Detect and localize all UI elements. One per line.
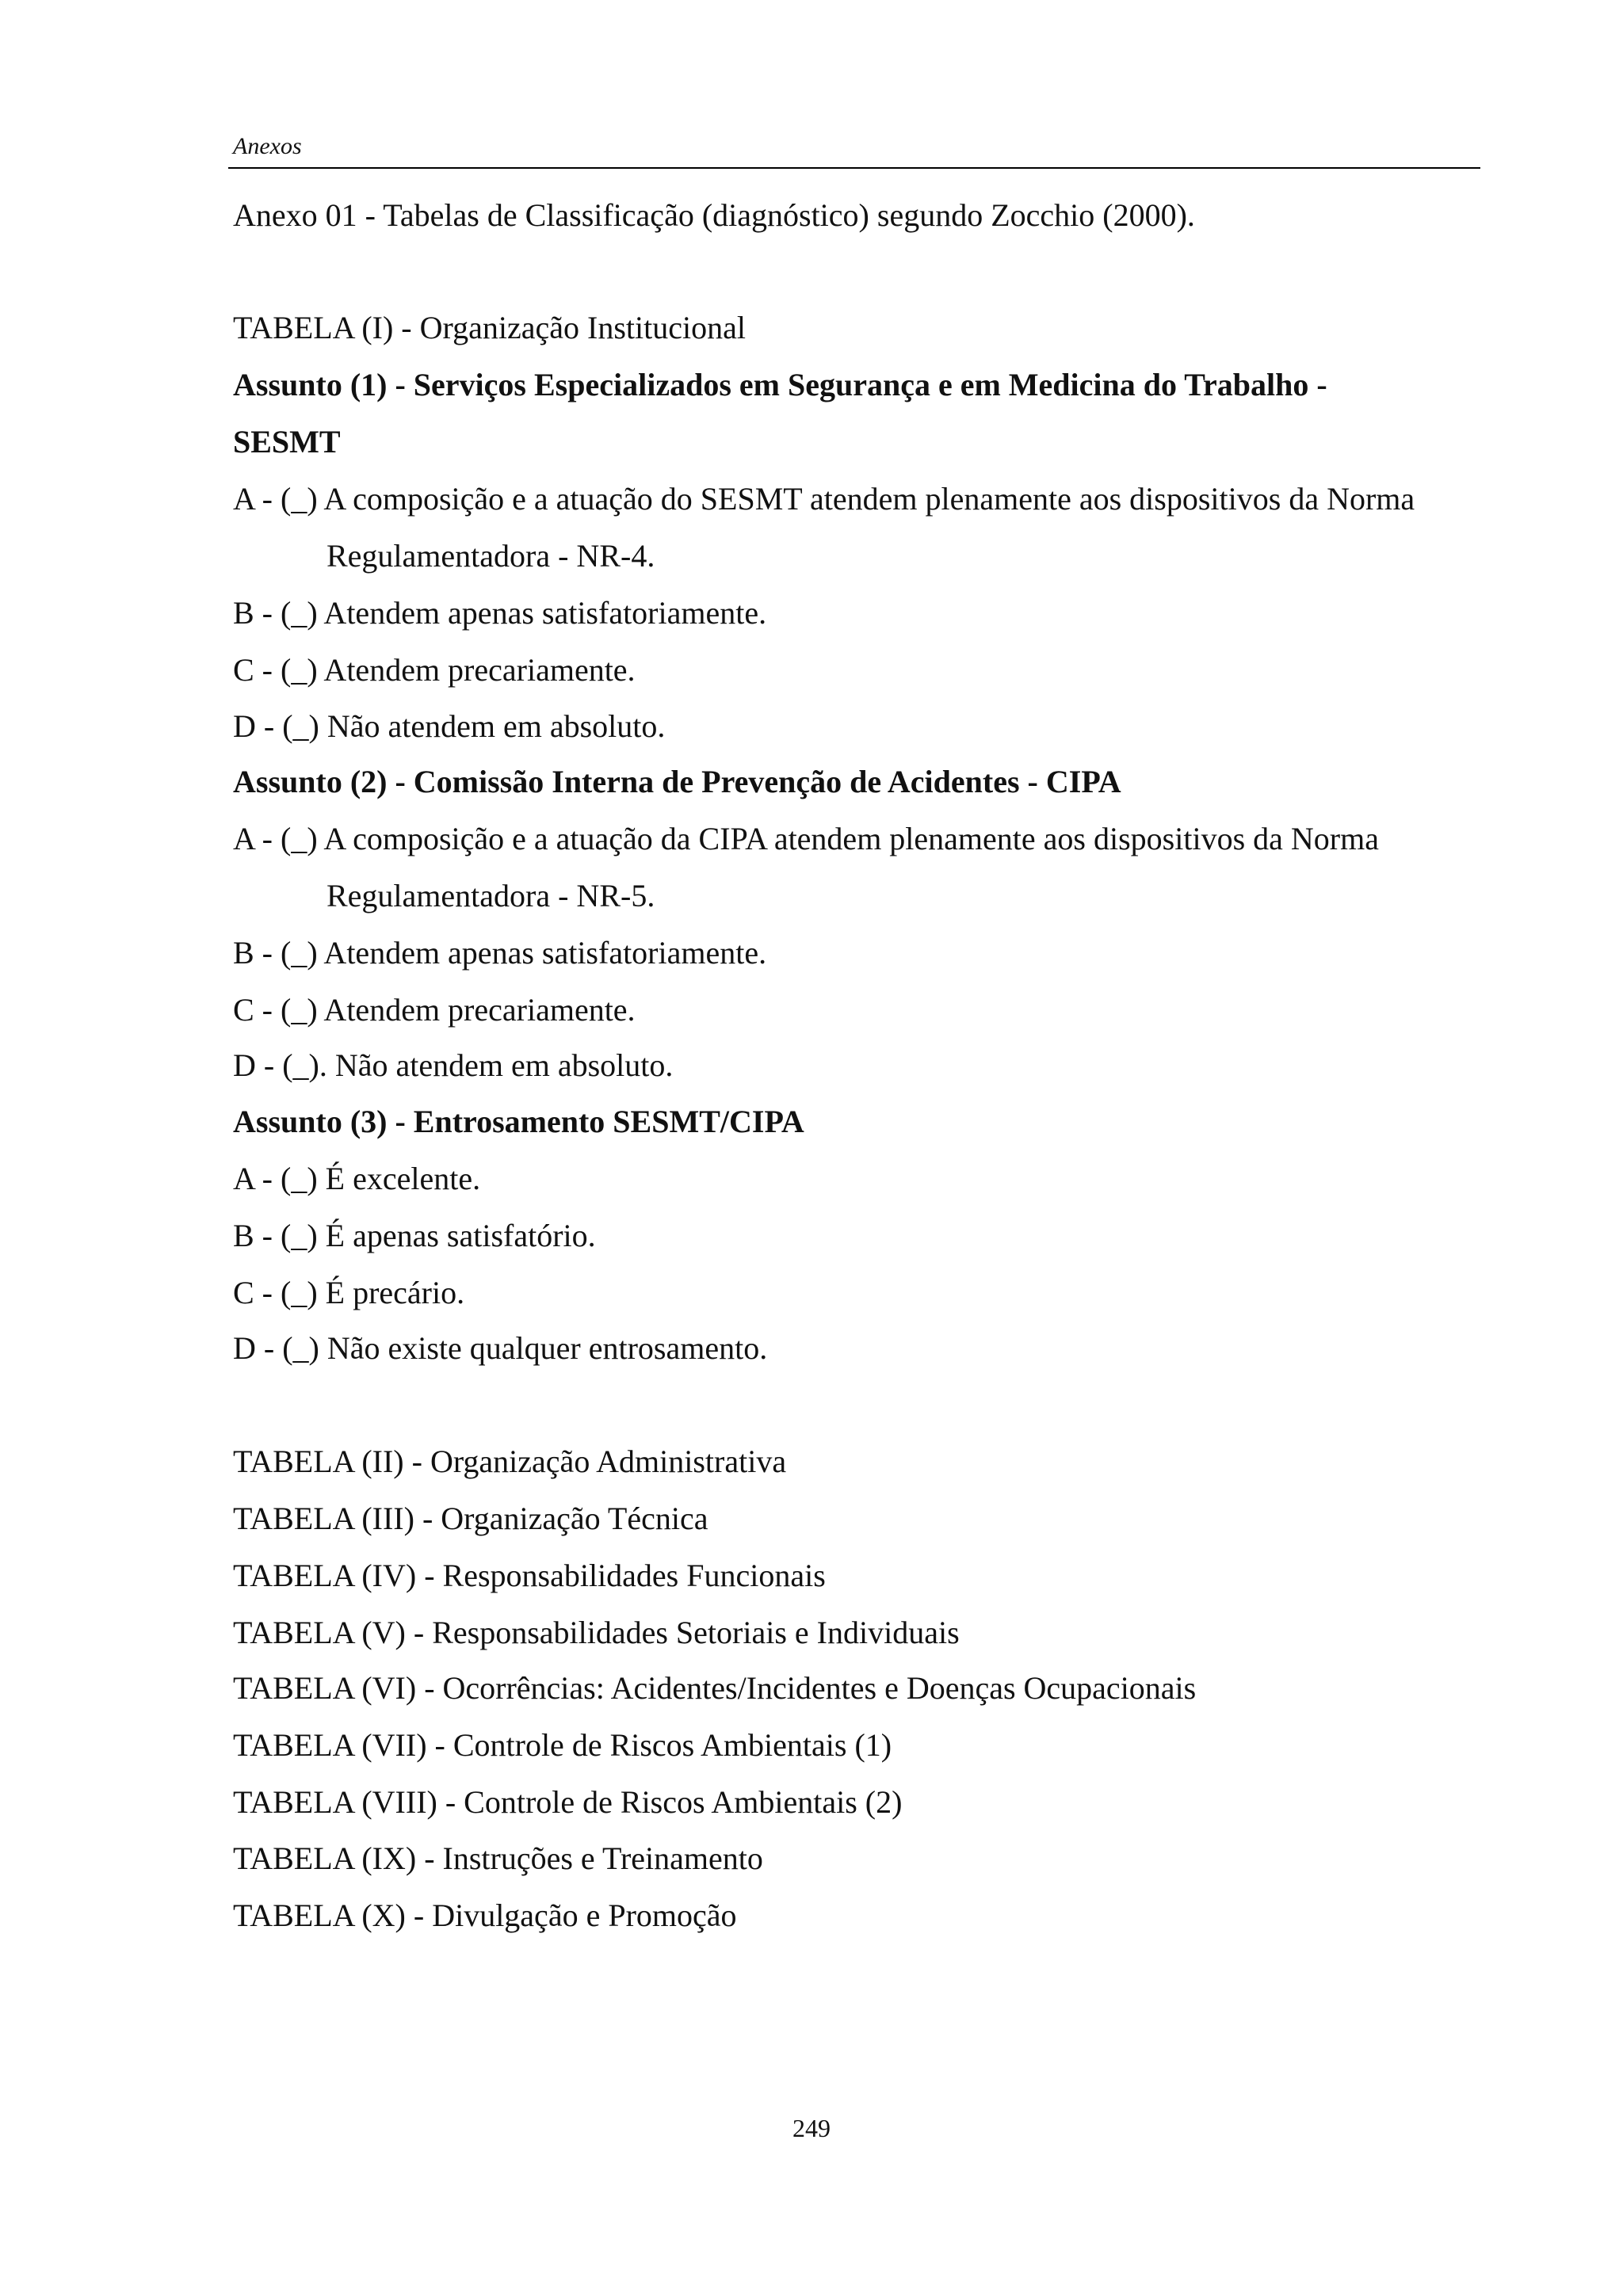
header-rule [228, 167, 1480, 169]
table-list-item: TABELA (IV) - Responsabilidades Funcionais [233, 1558, 826, 1593]
table-list-item: TABELA (X) - Divulgação e Promoção [233, 1897, 737, 1933]
table-list-item: TABELA (V) - Responsabilidades Setoriais e Individuais [233, 1615, 960, 1650]
option-a-continuation: Regulamentadora - NR-4. [327, 538, 655, 574]
option-a: A - (_) É excelente. [233, 1161, 481, 1196]
subject-heading: Assunto (1) - Serviços Especializados em Segurança e em Medicina do Trabalho - [233, 367, 1327, 402]
option-a-continuation: Regulamentadora - NR-5. [327, 878, 655, 913]
table-list-item: TABELA (II) - Organização Administrativa [233, 1444, 787, 1479]
option-b: B - (_) Atendem apenas satisfatoriamente. [233, 935, 767, 971]
option-c: C - (_) Atendem precariamente. [233, 652, 636, 688]
table-list-item: TABELA (VIII) - Controle de Riscos Ambientais (2) [233, 1784, 903, 1820]
option-a: A - (_) A composição e a atuação do SESMT atendem plenamente aos dispositivos da Norma [233, 481, 1415, 517]
table-list-item: TABELA (IX) - Instruções e Treinamento [233, 1840, 763, 1876]
option-d: D - (_). Não atendem em absoluto. [233, 1047, 674, 1083]
option-d: D - (_) Não existe qualquer entrosamento. [233, 1330, 768, 1366]
running-header: Anexos [233, 133, 302, 159]
table-list-item: TABELA (VII) - Controle de Riscos Ambientais (1) [233, 1727, 892, 1763]
option-b: B - (_) Atendem apenas satisfatoriamente. [233, 595, 767, 631]
option-b: B - (_) É apenas satisfatório. [233, 1218, 596, 1253]
subject-heading: Assunto (3) - Entrosamento SESMT/CIPA [233, 1104, 804, 1139]
annex-intro: Anexo 01 - Tabelas de Classificação (diagnóstico) segundo Zocchio (2000). [233, 197, 1195, 233]
table-list-item: TABELA (VI) - Ocorrências: Acidentes/Incidentes e Doenças Ocupacionais [233, 1670, 1197, 1706]
option-c: C - (_) É precário. [233, 1275, 465, 1310]
table-title: TABELA (I) - Organização Institucional [233, 310, 746, 345]
subject-heading: Assunto (2) - Comissão Interna de Prevenção de Acidentes - CIPA [233, 764, 1121, 799]
option-d: D - (_) Não atendem em absoluto. [233, 708, 666, 744]
page-number: 249 [792, 2114, 831, 2142]
table-list-item: TABELA (III) - Organização Técnica [233, 1501, 708, 1536]
subject-heading-continuation: SESMT [233, 424, 341, 460]
option-a: A - (_) A composição e a atuação da CIPA atendem plenamente aos dispositivos da Norma [233, 821, 1379, 856]
option-c: C - (_) Atendem precariamente. [233, 992, 636, 1028]
